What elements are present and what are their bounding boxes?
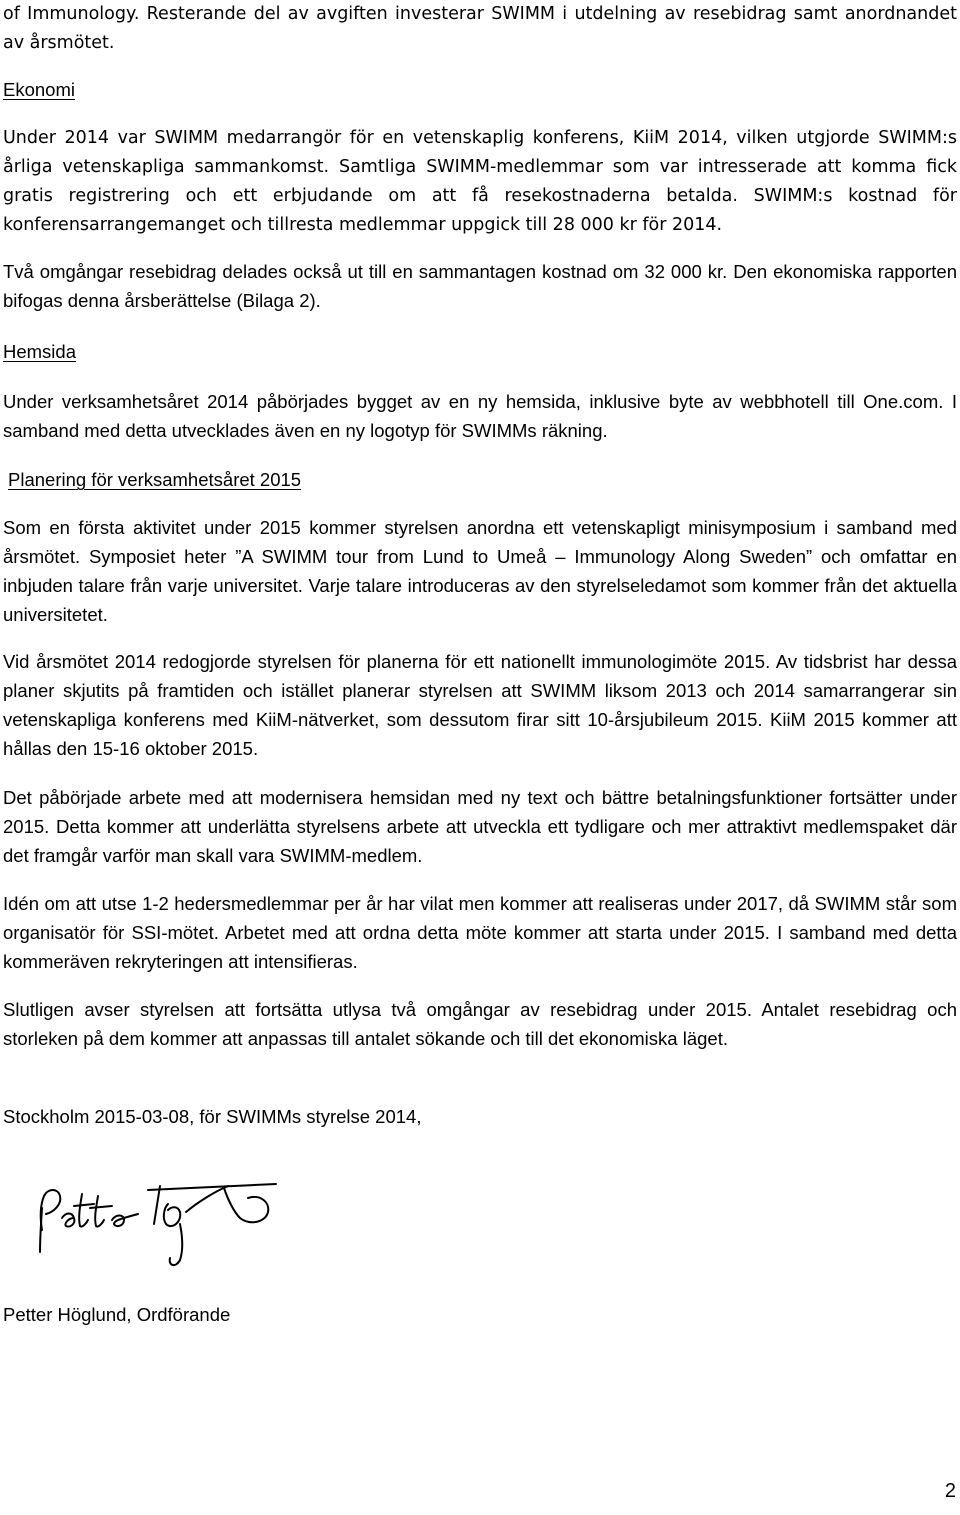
ekonomi-paragraph-1-intro xyxy=(3,124,957,240)
signatory-name: Petter Höglund, Ordförande xyxy=(3,1304,231,1325)
planering-paragraph-2: Vid årsmötet 2014 redogjorde styrelsen för planerna för ett nationellt immunologimöte 2015. Av tidsbrist har dessa planer skjutits på framtiden och istället planerar styrelsen att SWIMM liksom 2013 och 2014 samarrangerar sin vetenskapliga konferens med KiiM-nätverket, som dessutom firar sitt 10-årsjubileum 2015. KiiM 2015 kommer att hållas den 15-16 oktober 2015. xyxy=(3,651,957,759)
ekonomi-paragraph-1: Under 2014 var SWIMM medarrangör för en vetenskaplig konferens, KiiM 2014, vilken utgjorde SWIMM:s årliga vetenskapliga sammankomst. Samtliga SWIMM-medlemmar som var intresserade att komma fick gratis registrering och ett erbjudande om att få resekostnaderna betalda. SWIMM:s kostnad för konferensarrangemanget och tillresta medlemmar uppgick till 28 000 kr för 2014. xyxy=(3,128,957,235)
planering-paragraph-5: Slutligen avser styrelsen att fortsätta utlysa två omgångar av resebidrag under 2015. Antalet resebidrag och storleken på dem kommer att anpassas till antalet sökande och till det ekonomiska läget. xyxy=(3,999,957,1049)
hemsida-paragraph: Under verksamhetsåret 2014 påbörjades bygget av en ny hemsida, inklusive byte av webbhotell till One.com. I samband med detta utvecklades även en ny logotyp för SWIMMs räkning. xyxy=(3,391,957,441)
handwritten-signature-icon xyxy=(28,1178,328,1274)
section-heading-planering: Planering för verksamhetsåret 2015 xyxy=(8,469,302,490)
page-number: 2 xyxy=(944,1480,956,1502)
closing-place-date: Stockholm 2015-03-08, för SWIMMs styrelse 2014, xyxy=(3,1106,422,1127)
planering-paragraph-3: Det påbörjade arbete med att modernisera hemsidan med ny text och bättre betalningsfunktioner fortsätter under 2015. Detta kommer att underlätta styrelsens arbete att utveckla ett tydligare och mer attraktivt medlemspaket där det framgår varför man skall vara SWIMM-medlem. xyxy=(3,787,957,866)
section-heading-hemsida: Hemsida xyxy=(3,341,76,362)
section-heading-ekonomi: Ekonomi xyxy=(3,79,75,100)
ekonomi-paragraph-2: Två omgångar resebidrag delades också ut till en sammantagen kostnad om 32 000 kr. Den ekonomiska rapporten bifogas denna årsberättelse (Bilaga 2). xyxy=(3,261,957,311)
planering-paragraph-4: Idén om att utse 1-2 hedersmedlemmar per år har vilat men kommer att realiseras under 2017, då SWIMM står som organisatör för SSI-mötet. Arbetet med att ordna detta möte kommer att starta under 2015. I samband med detta kommeräven rekryteringen att intensifieras. xyxy=(3,893,957,972)
intro-paragraph: of Immunology. Resterande del av avgiften investerar SWIMM i utdelning av resebidrag samt anordnandet av årsmötet. xyxy=(3,4,957,53)
planering-paragraph-1: Som en första aktivitet under 2015 kommer styrelsen anordna ett vetenskapligt minisymposium i samband med årsmötet. Symposiet heter ”A SWIMM tour from Lund to Umeå – Immunology Along Sweden” och omfattar en inbjuden talare från varje universitet. Varje talare introduceras av den styrelseledamot som kommer från det aktuella universitetet. xyxy=(3,517,957,625)
